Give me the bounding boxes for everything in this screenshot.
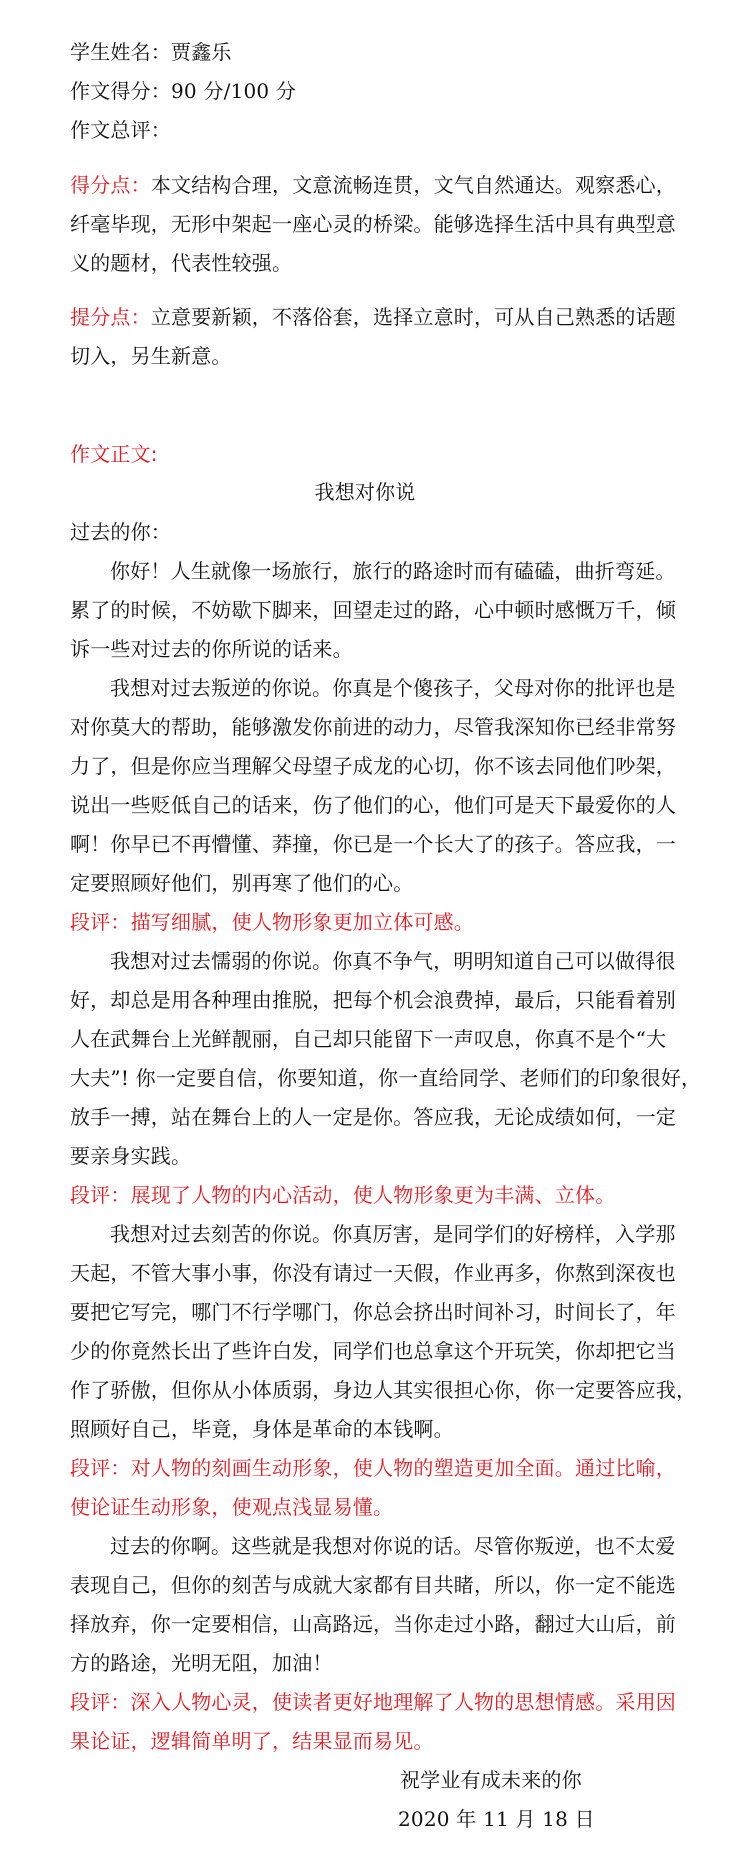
essay-title: 我想对你说 xyxy=(314,480,416,504)
improve-text: 立意要新颖，不落俗套，选择立意时，可从自己熟悉的话题 xyxy=(150,305,677,329)
paragraph-line: 我想对过去懦弱的你说。你真不争气，明明知道自己可以做得很 xyxy=(110,949,676,973)
overall-comment-label: 作文总评： xyxy=(70,118,171,142)
closing-wish: 祝学业有成未来的你 xyxy=(400,1768,582,1792)
paragraph-line: 对你莫大的帮助，能够激发你前进的动力，尽管我深知你已经非常努 xyxy=(70,715,676,739)
paragraph-line: 表现自己，但你的刻苦与成就大家都有目共睹，所以，你一定不能选 xyxy=(70,1573,676,1597)
paragraph-comment xyxy=(70,1177,660,1214)
paragraph-comment xyxy=(70,1450,677,1487)
merit-label: 得分点： xyxy=(70,173,151,197)
paragraph-comment-text: 描写细腻，使人物形象更加立体可感。 xyxy=(130,910,475,934)
paragraph-line: 要亲身实践。 xyxy=(70,1144,192,1168)
paragraph-comment-label: 段评： xyxy=(70,1456,131,1480)
overall-comment-row xyxy=(70,112,660,149)
student-name-row xyxy=(70,34,660,71)
paragraph-line: 过去的你啊。这些就是我想对你说的话。尽管你叛逆，也不太爱 xyxy=(110,1534,676,1558)
paragraph-line: 方的路途，光明无阻，加油！ xyxy=(70,1651,333,1675)
merit-line xyxy=(70,167,677,204)
paragraph-comment-label: 段评： xyxy=(70,910,131,934)
essay-salutation: 过去的你： xyxy=(70,520,171,544)
paragraph-comment-text: 展现了人物的内心活动，使人物形象更为丰满、立体。 xyxy=(130,1183,616,1207)
merit-line: 义的题材，代表性较强。 xyxy=(70,251,293,275)
score-row xyxy=(70,73,660,110)
essay-section-label: 作文正文: xyxy=(70,442,158,466)
improve-label: 提分点： xyxy=(70,305,151,329)
paragraph-line: 诉一些对过去的你所说的话来。 xyxy=(70,637,353,661)
paragraph-comment-text: 深入人物心灵，使读者更好地理解了人物的思想情感。采用因 xyxy=(130,1690,677,1714)
score-value: 90 分/100 分 xyxy=(171,79,297,103)
paragraph-line: 力了，但是你应当理解父母望子成龙的心切，你不该去同他们吵架， xyxy=(70,754,676,778)
paragraph-line: 照顾好自己，毕竟，身体是革命的本钱啊。 xyxy=(70,1417,454,1441)
paragraph-line: 作了骄傲，但你从小体质弱，身边人其实很担心你，你一定要答应我， xyxy=(70,1378,697,1402)
merit-line: 纤毫毕现，无形中架起一座心灵的桥梁。能够选择生活中具有典型意 xyxy=(70,212,676,236)
improve-line: 切入，另生新意。 xyxy=(70,344,232,368)
merit-text: 本文结构合理，文意流畅连贯，文气自然通达。观察悉心， xyxy=(150,173,677,197)
paragraph-line: 好，却总是用各种理由推脱，把每个机会浪费掉，最后，只能看着别 xyxy=(70,988,676,1012)
paragraph-comment: 果论证，逻辑简单明了，结果显而易见。 xyxy=(70,1729,434,1753)
paragraph-line: 定要照顾好他们，别再寒了他们的心。 xyxy=(70,871,414,895)
score-label: 作文得分： xyxy=(70,79,171,103)
paragraph-line: 说出一些贬低自己的话来，伤了他们的心，他们可是天下最爱你的人 xyxy=(70,793,676,817)
paragraph-line: 天起，不管大事小事，你没有请过一天假，作业再多，你熬到深夜也 xyxy=(70,1261,676,1285)
student-name-value: 贾鑫乐 xyxy=(171,40,232,64)
paragraph-line: 少的你竟然长出了些许白发，同学们也总拿这个开玩笑，你却把它当 xyxy=(70,1339,676,1363)
paragraph-line: 我想对过去叛逆的你说。你真是个傻孩子，父母对你的批评也是 xyxy=(110,676,676,700)
paragraph-line: 我想对过去刻苦的你说。你真厉害，是同学们的好榜样，入学那 xyxy=(110,1222,676,1246)
paragraph-comment xyxy=(70,1684,677,1721)
paragraph-line: 累了的时候，不妨歇下脚来，回望走过的路，心中顿时感慨万千，倾 xyxy=(70,598,676,622)
paragraph-line: 择放弃，你一定要相信，山高路远，当你走过小路，翻过大山后，前 xyxy=(70,1612,676,1636)
paragraph-line: 人在武舞台上光鲜靓丽，自己却只能留下一声叹息，你真不是个“大 xyxy=(70,1027,667,1051)
paragraph-comment-label: 段评： xyxy=(70,1690,131,1714)
paragraph-comment: 使论证生动形象，使观点浅显易懂。 xyxy=(70,1495,394,1519)
essay-date: 2020 年 11 月 18 日 xyxy=(398,1807,595,1831)
improve-line xyxy=(70,299,677,336)
paragraph-comment-label: 段评： xyxy=(70,1183,131,1207)
paragraph-line: 放手一搏，站在舞台上的人一定是你。答应我，无论成绩如何，一定 xyxy=(70,1105,676,1129)
paragraph-line: 啊！你早已不再懵懂、莽撞，你已是一个长大了的孩子。答应我，一 xyxy=(70,832,676,856)
paragraph-comment-text: 对人物的刻画生动形象，使人物的塑造更加全面。通过比喻， xyxy=(130,1456,677,1480)
paragraph-line: 要把它写完，哪门不行学哪门，你总会挤出时间补习，时间长了，年 xyxy=(70,1300,676,1324)
student-name-label: 学生姓名： xyxy=(70,40,171,64)
paragraph-line: 大夫”! 你一定要自信，你要知道，你一直给同学、老师们的印象很好， xyxy=(70,1066,702,1090)
paragraph-comment xyxy=(70,904,660,941)
paragraph-line: 你好！人生就像一场旅行，旅行的路途时而有磕磕，曲折弯延。 xyxy=(110,559,676,583)
